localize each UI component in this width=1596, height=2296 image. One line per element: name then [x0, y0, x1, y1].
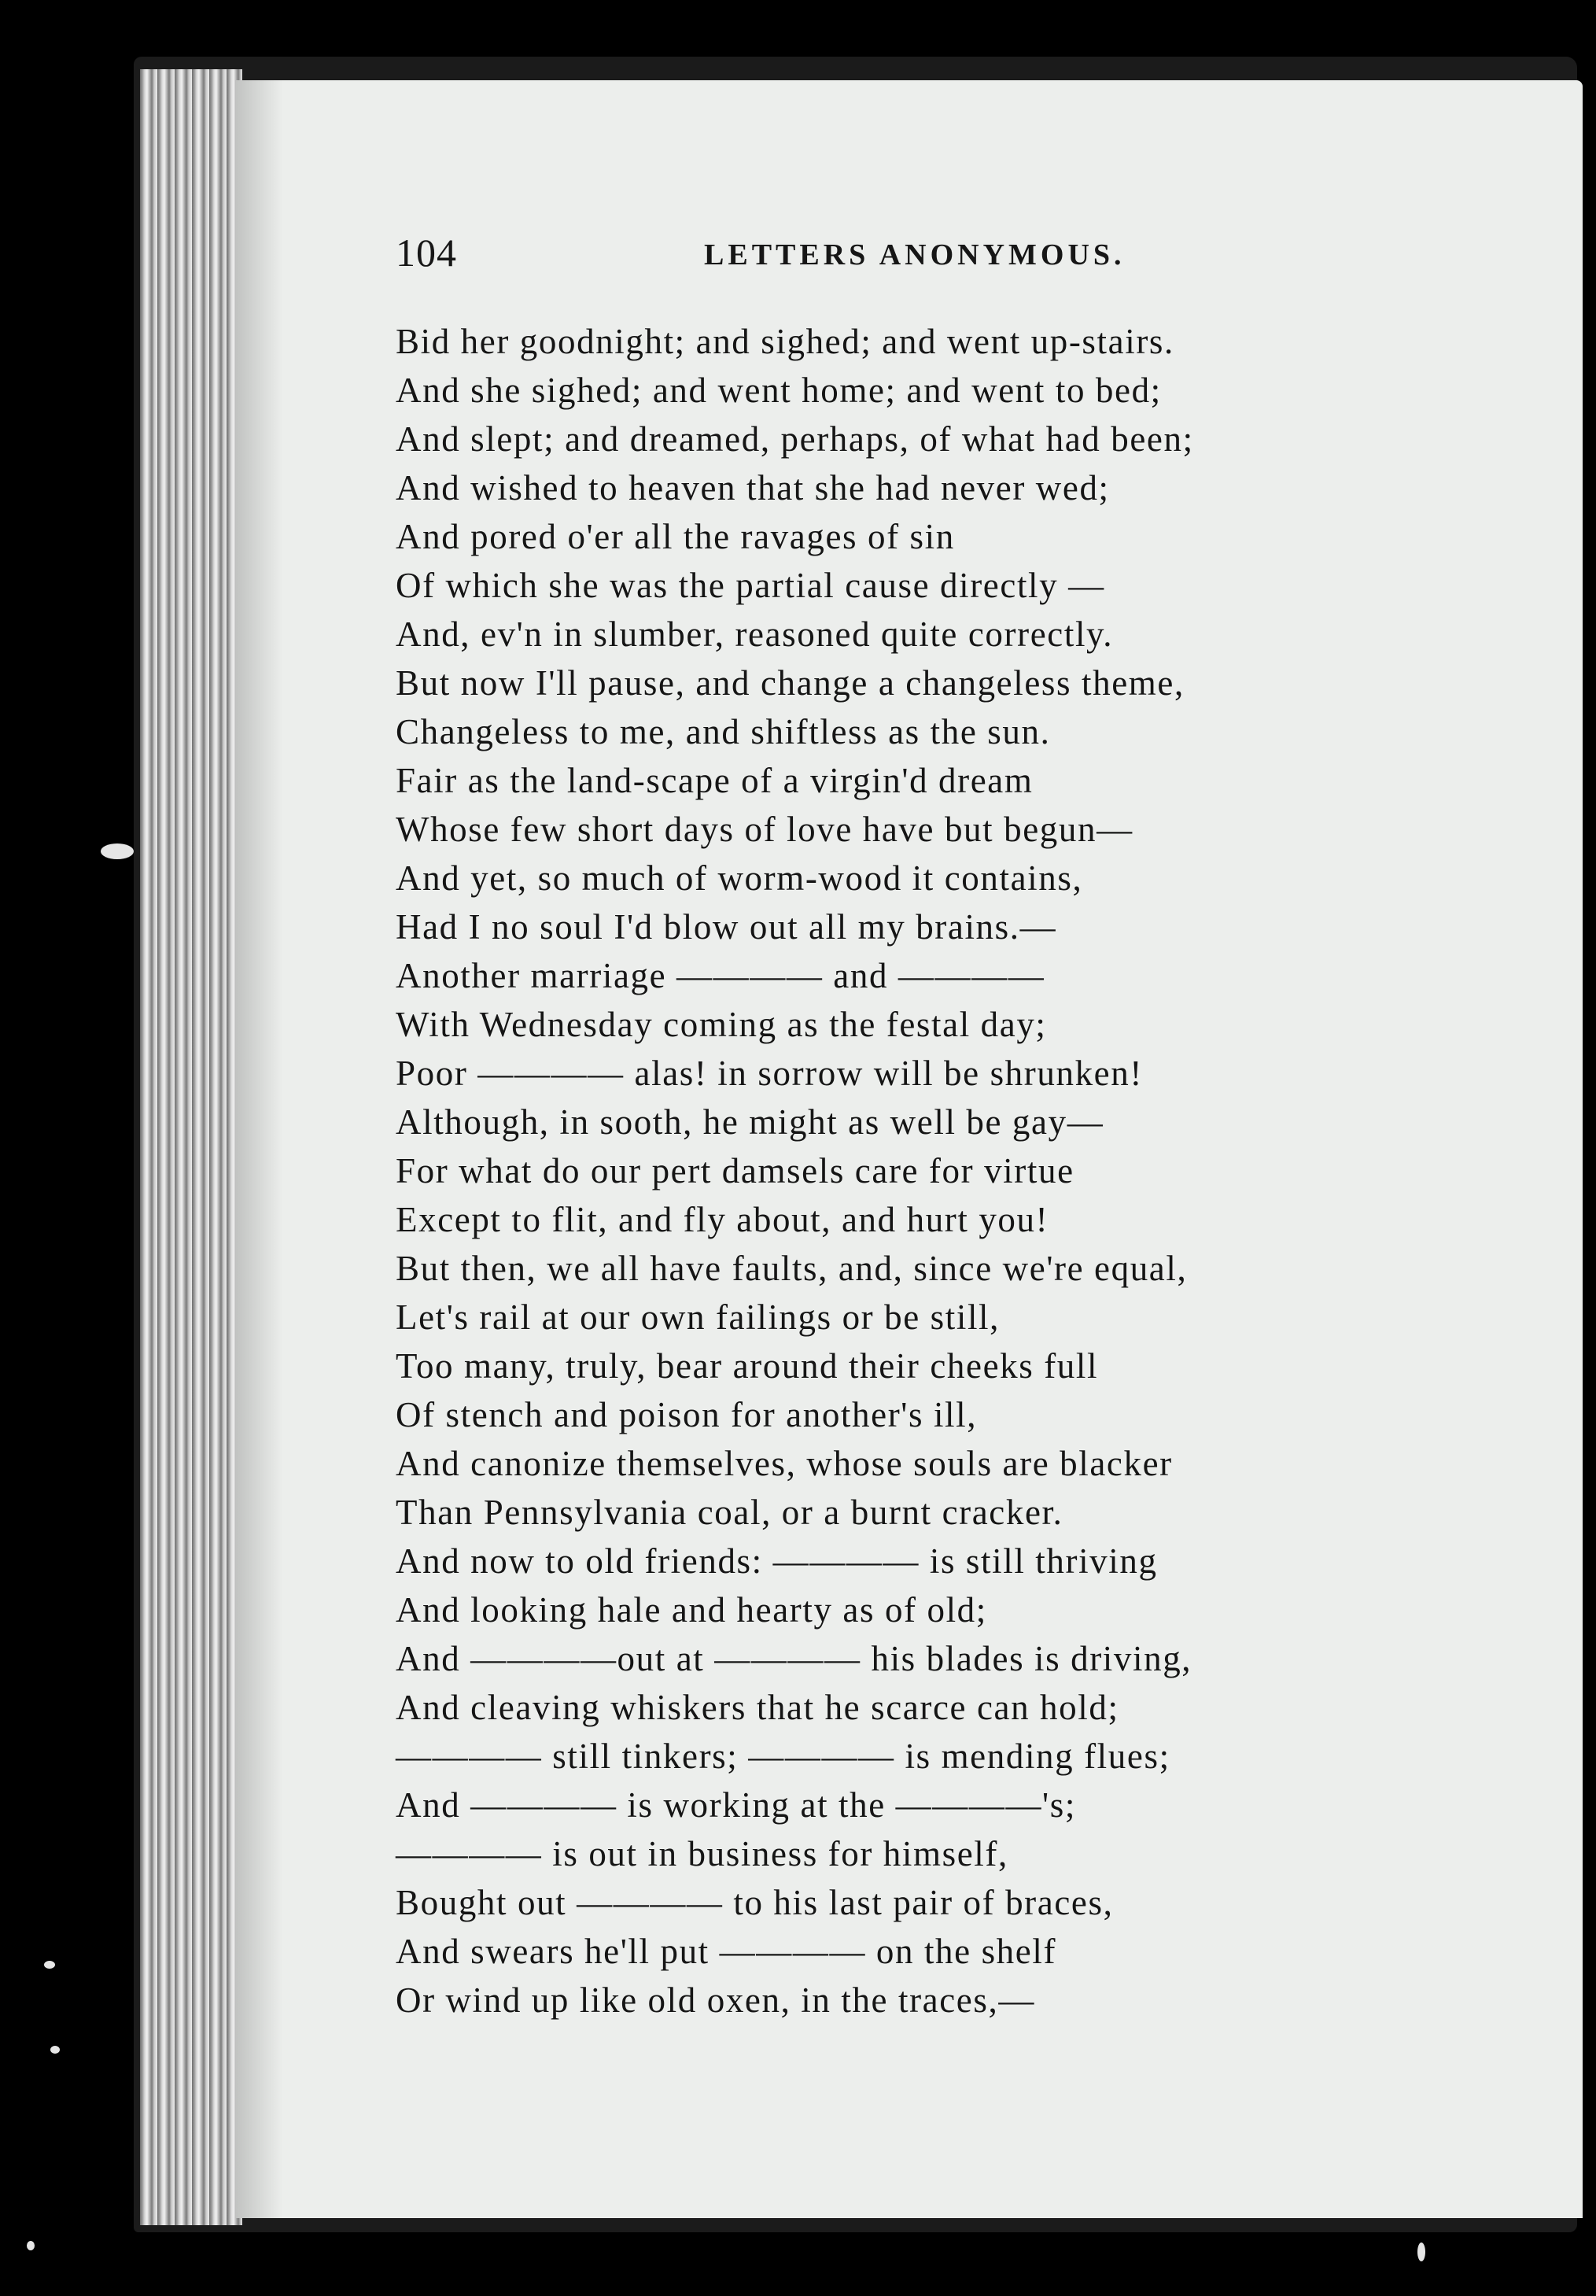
- verse-line: But now I'll pause, and change a changeless theme,: [396, 663, 1185, 703]
- verse-line: Except to flit, and fly about, and hurt you!: [396, 1200, 1049, 1239]
- verse-line: ———— is out in business for himself,: [396, 1834, 1008, 1873]
- verse-line: Of stench and poison for another's ill,: [396, 1395, 978, 1434]
- verse-line: And pored o'er all the ravages of sin: [396, 517, 955, 556]
- verse-line: Too many, truly, bear around their cheeks full: [396, 1346, 1099, 1386]
- verse-line: And yet, so much of worm-wood it contains,: [396, 858, 1083, 898]
- verse-line: Of which she was the partial cause directly —: [396, 566, 1105, 605]
- verse-line: And ————out at ———— his blades is driving,: [396, 1639, 1192, 1678]
- verse-line: And swears he'll put ———— on the shelf: [396, 1932, 1057, 1971]
- verse-line: Whose few short days of love have but begun—: [396, 810, 1133, 849]
- verse-line: Changeless to me, and shiftless as the sun.: [396, 712, 1051, 751]
- verse-line: Bought out ———— to his last pair of braces,: [396, 1883, 1114, 1922]
- dust-speck: [27, 2241, 35, 2250]
- poem-text: [396, 317, 1497, 2025]
- verse-line: With Wednesday coming as the festal day;: [396, 1005, 1047, 1044]
- verse-line: Than Pennsylvania coal, or a burnt cracker.: [396, 1493, 1063, 1532]
- dust-speck: [1417, 2242, 1425, 2261]
- verse-line: And, ev'n in slumber, reasoned quite correctly.: [396, 615, 1114, 654]
- verse-line: And canonize themselves, whose souls are blacker: [396, 1444, 1173, 1483]
- verse-line: For what do our pert damsels care for virtue: [396, 1151, 1074, 1190]
- running-title: LETTERS ANONYMOUS.: [704, 238, 1126, 271]
- verse-line: Or wind up like old oxen, in the traces,—: [396, 1980, 1035, 2020]
- verse-line: But then, we all have faults, and, since we're equal,: [396, 1249, 1188, 1288]
- verse-line: And she sighed; and went home; and went to bed;: [396, 371, 1162, 410]
- verse-line: And slept; and dreamed, perhaps, of what had been;: [396, 419, 1194, 459]
- verse-line: And ———— is working at the ————'s;: [396, 1785, 1076, 1825]
- verse-line: Bid her goodnight; and sighed; and went up-stairs.: [396, 322, 1174, 361]
- verse-line: And wished to heaven that she had never wed;: [396, 468, 1110, 508]
- verse-line: ———— still tinkers; ———— is mending flues;: [396, 1737, 1170, 1776]
- verse-line: Fair as the land-scape of a virgin'd dream: [396, 761, 1034, 800]
- page-edges: [140, 69, 242, 2225]
- verse-line: Had I no soul I'd blow out all my brains.—: [396, 907, 1057, 947]
- verse-line: Another marriage ———— and ————: [396, 956, 1045, 995]
- gutter-shadow: [236, 80, 283, 2218]
- page-number: 104: [396, 231, 457, 275]
- dust-speck: [101, 843, 134, 859]
- verse-line: Poor ———— alas! in sorrow will be shrunken!: [396, 1054, 1143, 1093]
- verse-line: And now to old friends: ———— is still thriving: [396, 1541, 1158, 1581]
- running-head: [396, 230, 1190, 280]
- verse-line: Let's rail at our own failings or be still,: [396, 1297, 1001, 1337]
- verse-line: Although, in sooth, he might as well be gay—: [396, 1102, 1104, 1142]
- verse-line: And cleaving whiskers that he scarce can hold;: [396, 1688, 1119, 1727]
- dust-speck: [50, 2046, 60, 2054]
- verse-line: And looking hale and hearty as of old;: [396, 1590, 987, 1630]
- dust-speck: [44, 1961, 55, 1969]
